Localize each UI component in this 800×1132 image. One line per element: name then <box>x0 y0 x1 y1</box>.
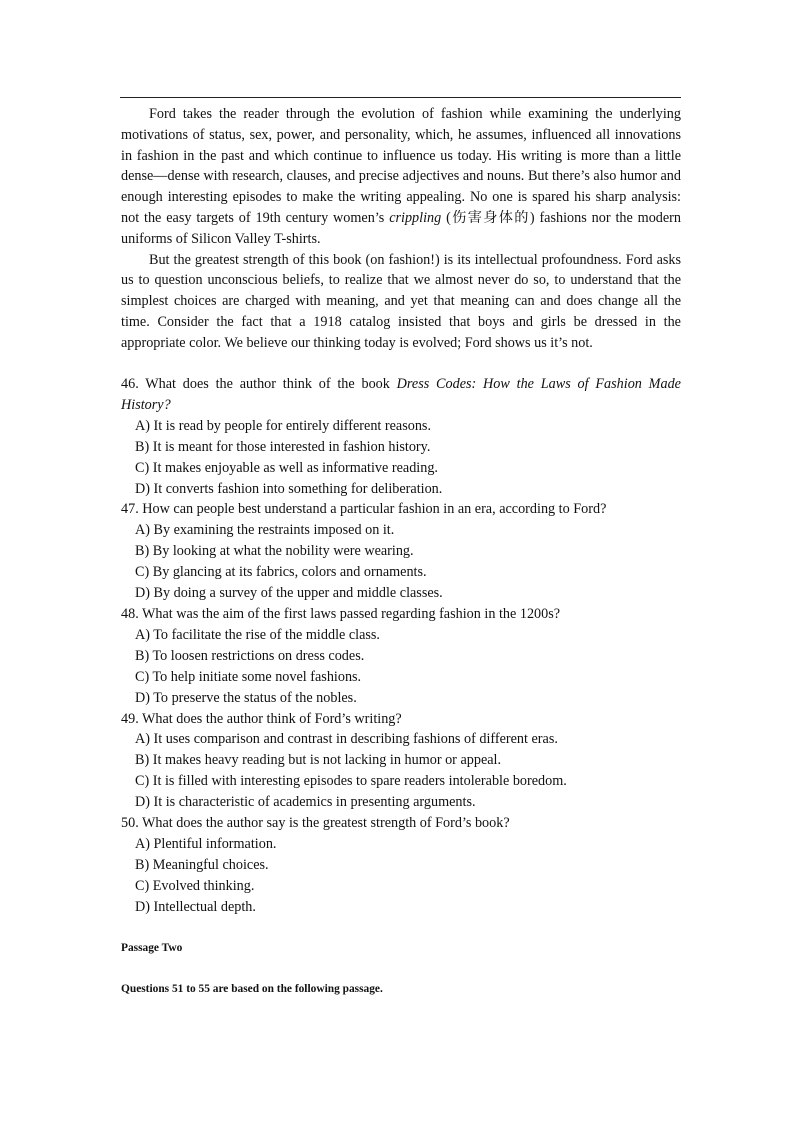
question-49-stem: 49. What does the author think of Ford’s writing? <box>121 710 402 727</box>
question-47-option-c[interactable]: C) By glancing at its fabrics, colors and ornaments. <box>135 564 427 581</box>
question-48-stem: 48. What was the aim of the first laws passed regarding fashion in the 1200s? <box>121 605 561 622</box>
question-46-option-b[interactable]: B) It is meant for those interested in fashion history. <box>135 438 431 455</box>
question-48-option-c[interactable]: C) To help initiate some novel fashions. <box>135 668 362 685</box>
section-instruction: Questions 51 to 55 are based on the following passage. <box>121 983 383 995</box>
header-rule <box>120 97 681 98</box>
question-49-option-d[interactable]: D) It is characteristic of academics in presenting arguments. <box>135 794 476 811</box>
question-47-option-d[interactable]: D) By doing a survey of the upper and middle classes. <box>135 585 443 602</box>
passage-paragraph-1 <box>121 104 681 250</box>
italic-term: crippling <box>389 209 442 226</box>
question-49-option-b[interactable]: B) It makes heavy reading but is not lacking in humor or appeal. <box>135 752 502 769</box>
question-47-stem: 47. How can people best understand a particular fashion in an era, according to Ford? <box>121 501 607 518</box>
question-46-stem <box>121 374 681 416</box>
question-49-option-c[interactable]: C) It is filled with interesting episodes to spare readers intolerable boredom. <box>135 773 567 790</box>
question-46-option-c[interactable]: C) It makes enjoyable as well as informative reading. <box>135 459 438 476</box>
paragraph-text: (伤害身体的) fashions nor the modern uniforms of Silicon Valley T-shirts. <box>121 209 682 247</box>
passage-body <box>121 104 681 354</box>
question-47-option-b[interactable]: B) By looking at what the nobility were wearing. <box>135 543 414 560</box>
question-50-option-c[interactable]: C) Evolved thinking. <box>135 877 255 894</box>
question-48-option-b[interactable]: B) To loosen restrictions on dress codes. <box>135 647 365 664</box>
question-50-option-d[interactable]: D) Intellectual depth. <box>135 898 256 915</box>
question-50-option-a[interactable]: A) Plentiful information. <box>135 835 277 852</box>
question-list <box>121 374 681 918</box>
question-48-option-d[interactable]: D) To preserve the status of the nobles. <box>135 689 357 706</box>
question-47-option-a[interactable]: A) By examining the restraints imposed on it. <box>135 522 395 539</box>
book-title: Dress Codes: How the Laws of Fashion Made History? <box>121 376 681 413</box>
question-text: 46. What does the author think of the book <box>121 376 397 392</box>
paragraph-text: Ford takes the reader through the evolution of fashion while examining the underlying motivations of status, sex, power, and personality, which, he assumes, influenced all innovations in fashion in the past and which continue to influence us today. His writing is more than a little dense—dense with research, clauses, and precise adjectives and nouns. But there’s also humor and enough interesting episodes to make the writing appealing. No one is spared his sharp analysis: not the easy targets of 19th century women’s <box>121 106 681 226</box>
question-46-option-a[interactable]: A) It is read by people for entirely different reasons. <box>135 417 431 434</box>
passage-paragraph-2: But the greatest strength of this book (on fashion!) is its intellectual profoundness. Ford asks us to question unconscious beliefs, to realize that we almost never do so, to understand that the simplest choices are charged with meaning, and yet that meaning can and does change all the time. Consider the fact that a 1918 catalog insisted that boys and girls be dressed in the appropriate color. We believe our thinking today is evolved; Ford shows us it’s not. <box>121 251 681 351</box>
section-heading: Passage Two <box>121 942 183 954</box>
question-50-stem: 50. What does the author say is the greatest strength of Ford’s book? <box>121 815 510 832</box>
question-48-option-a[interactable]: A) To facilitate the rise of the middle class. <box>135 626 380 643</box>
question-50-option-b[interactable]: B) Meaningful choices. <box>135 856 269 873</box>
question-46-option-d[interactable]: D) It converts fashion into something for deliberation. <box>135 480 443 497</box>
question-49-option-a[interactable]: A) It uses comparison and contrast in describing fashions of different eras. <box>135 731 558 748</box>
